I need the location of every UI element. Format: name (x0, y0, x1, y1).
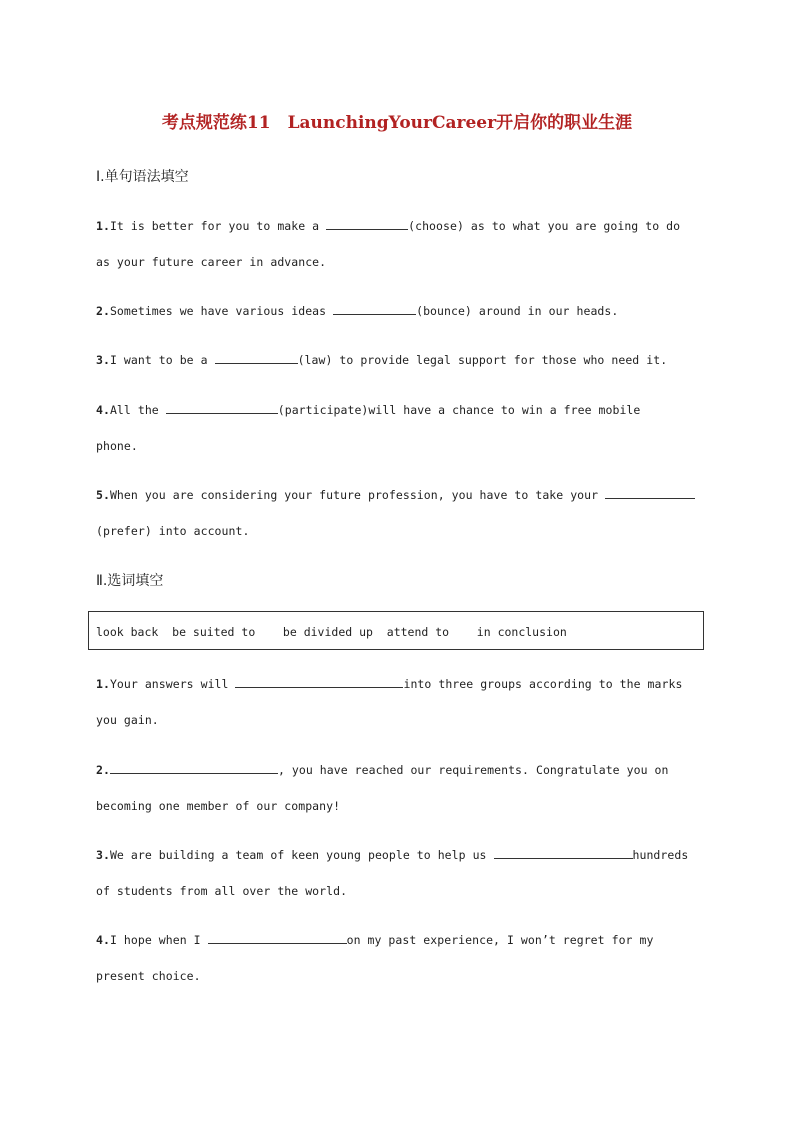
section-heading-vocabulary: Ⅱ.选词填空 (96, 573, 164, 589)
answer-blank[interactable] (166, 403, 278, 414)
exercise-number: 3. (96, 848, 110, 862)
section-heading-grammar: Ⅰ.单句语法填空 (96, 169, 189, 185)
exercise-text: Your answers will (109, 677, 236, 691)
exercise-text: (participate)will have a chance to win a free mobile (277, 403, 641, 417)
exercise-number: 3. (96, 353, 110, 367)
exercise-text: hundreds (632, 848, 689, 862)
exercise-2-1-line (96, 677, 682, 691)
exercise-1-5-line (96, 488, 695, 502)
exercise-1-4-line2: phone. (96, 439, 138, 453)
answer-blank[interactable] (333, 304, 416, 315)
exercise-text: We are building a team of keen young people to help us (109, 848, 494, 862)
exercise-text: I hope when I (109, 933, 208, 947)
exercise-number: 4. (96, 403, 110, 417)
answer-blank[interactable] (235, 677, 403, 688)
exercise-number: 2. (96, 763, 110, 777)
exercise-text: It is better for you to make a (109, 219, 327, 233)
answer-blank[interactable] (494, 848, 633, 859)
exercise-1-3-line (96, 353, 667, 367)
exercise-1-5-line2: (prefer) into account. (96, 524, 250, 538)
exercise-text: (bounce) around in our heads. (416, 304, 619, 318)
exercise-text: All the (109, 403, 166, 417)
exercise-text: When you are considering your future profession, you have to take your (109, 488, 606, 502)
exercise-number: 2. (96, 304, 110, 318)
exercise-text: I want to be a (109, 353, 215, 367)
answer-blank[interactable] (605, 488, 695, 499)
exercise-text: Sometimes we have various ideas (109, 304, 334, 318)
exercise-1-2-line (96, 304, 618, 318)
exercise-1-1-line (96, 219, 680, 233)
page-title: 考点规范练11 LaunchingYourCareer开启你的职业生涯 (161, 113, 633, 133)
exercise-2-3-line2: of students from all over the world. (96, 884, 348, 898)
exercise-number: 5. (96, 488, 110, 502)
exercise-text: (law) to provide legal support for those who need it. (297, 353, 668, 367)
answer-blank[interactable] (110, 763, 278, 774)
exercise-2-2-line2: becoming one member of our company! (96, 799, 341, 813)
word-bank-phrases: look back be suited to be divided up attend to in conclusion (96, 625, 567, 639)
exercise-text: , you have reached our requirements. Congratulate you on (277, 763, 669, 777)
exercise-2-2-line (96, 763, 668, 777)
exercise-text: (choose) as to what you are going to do (408, 219, 681, 233)
exercise-1-1-line2: as your future career in advance. (96, 255, 327, 269)
answer-blank[interactable] (326, 219, 408, 230)
exercise-2-4-line (96, 933, 653, 947)
exercise-number: 1. (96, 219, 110, 233)
exercise-1-4-line (96, 403, 640, 417)
answer-blank[interactable] (215, 353, 298, 364)
answer-blank[interactable] (208, 933, 347, 944)
exercise-text: on my past experience, I won’t regret for my (346, 933, 654, 947)
exercise-number: 1. (96, 677, 110, 691)
word-bank-box (88, 611, 704, 650)
exercise-text: into three groups according to the marks (403, 677, 683, 691)
exercise-2-1-line2: you gain. (96, 713, 159, 727)
exercise-2-3-line (96, 848, 688, 862)
exercise-number: 4. (96, 933, 110, 947)
exercise-2-4-line2: present choice. (96, 969, 201, 983)
